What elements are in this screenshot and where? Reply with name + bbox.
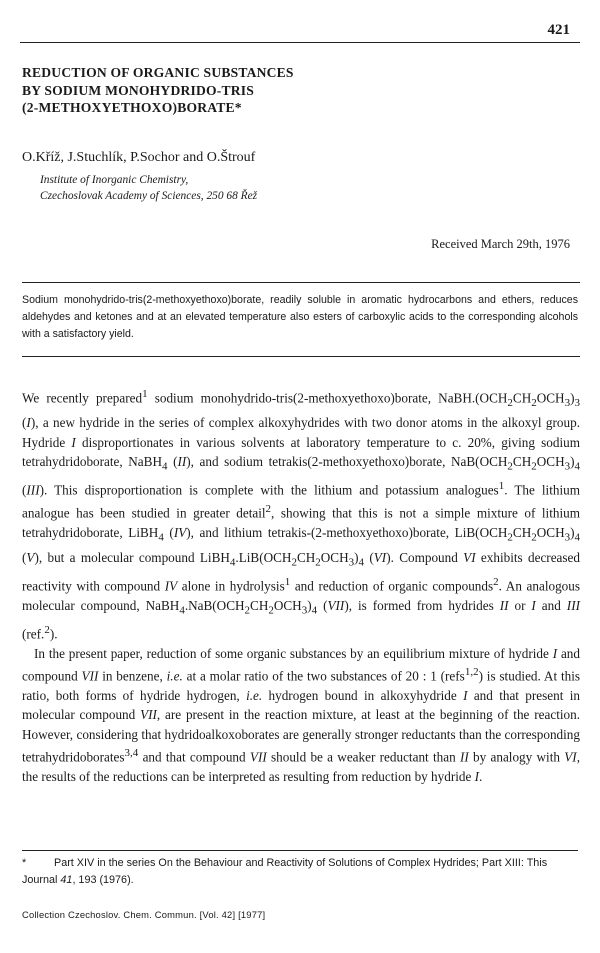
title-line: REDUCTION OF ORGANIC SUBSTANCES <box>22 65 294 80</box>
footnote: * Part XIV in the series On the Behaviour and Reactivity of Solutions of Complex Hydrides; Part XIII: This Journal 41, 193 (1976). <box>22 857 548 886</box>
received-date: Received March 29th, 1976 <box>431 237 570 251</box>
page-number: 421 <box>547 22 570 38</box>
abstract-rule-top <box>22 282 580 283</box>
article-body <box>22 385 580 786</box>
article-title <box>22 64 482 117</box>
abstract: Sodium monohydrido-tris(2-methoxyethoxo)borate, readily soluble in aromatic hydrocarbons and ethers, reduces aldehydes and ketones and at an elevated temperature also esters of carboxylic acids to the corresponding alcohols with a satisfactory yield. <box>22 294 578 340</box>
article-authors: O.Kříž, J.Stuchlík, P.Sochor and O.Štrouf <box>22 150 256 165</box>
body-paragraph-2: In the present paper, reduction of some organic substances by an equilibrium mixture of hydride I and compound VII in benzene, i.e. at a molar ratio of the two substances of 20 : 1 (refs$^{1,2}$) is studied. At this ratio, both forms of hydride hydrogen, i.e. hydrogen bound in alkoxyhydride I and that present in molecular compound VII, are present in the reaction mixture, at least at the beginning of the reaction. However, considering that hydridoalkoxoborates are generally stronger reductants than the corresponding tetrahydridoborates$^{3,4}$ and that compound VII should be a weaker reductant than II by analogy with VI, the results of the reductions can be interpreted as resulting from reduction by hydride I. <box>22 645 581 784</box>
body-paragraph-1: We recently prepared$^1$ sodium monohydrido-tris(2-methoxyethoxo)borate, $NaBH.(OCH_2CH_2OCH_3)_3$ (I), a new hydride in the series of complex alkoxyhydrides with two donor atoms in the alkoxyl group. Hydride I disproportionates in various solvents at laboratory temperature to c. 20%, giving sodium tetrahydridoborate, NaBH$_4$ (II), and sodium tetrakis(2-methoxyethoxo)borate, $NaB(OCH_2CH_2OCH_3)_4$ (III). This disproportionation is complete with the lithium and potassium analogues$^1$. The lithium analogue has been studied in greater detail$^2$, showing that this is not a simple mixture of lithium tetrahydridoborate, LiBH$_4$ (IV), and lithium tetrakis-(2-methoxyethoxo)borate, $LiB(OCH_2CH_2OCH_3)_4$ (V), but a molecular compound $LiBH_4.LiB(OCH_2CH_2OCH_3)_4$ (VI). Compound VI exhibits decreased reactivity with compound IV alone in hydrolysis$^1$ and reduction of organic compounds$^2$. An analogous molecular compound, $NaBH_4.NaB(OCH_2CH_2OCH_3)_4$ (VII), is formed from hydrides II or I and III (ref.$^2$). <box>22 388 580 642</box>
affiliation-line: Institute of Inorganic Chemistry, <box>40 174 189 186</box>
journal-citation: Collection Czechoslov. Chem. Commun. [Vol. 42] [1977] <box>22 909 266 920</box>
header-rule <box>20 42 580 43</box>
title-line: BY SODIUM MONOHYDRIDO-TRIS <box>22 82 255 98</box>
author-affiliation <box>40 172 257 204</box>
title-line: (2-METHOXYETHOXO)BORATE* <box>22 100 242 115</box>
affiliation-line: Czechoslovak Academy of Sciences, 250 68 Řež <box>40 190 258 202</box>
footnote-rule <box>22 850 578 851</box>
footnote-mark: * <box>22 857 27 869</box>
abstract-rule-bottom <box>22 356 580 357</box>
